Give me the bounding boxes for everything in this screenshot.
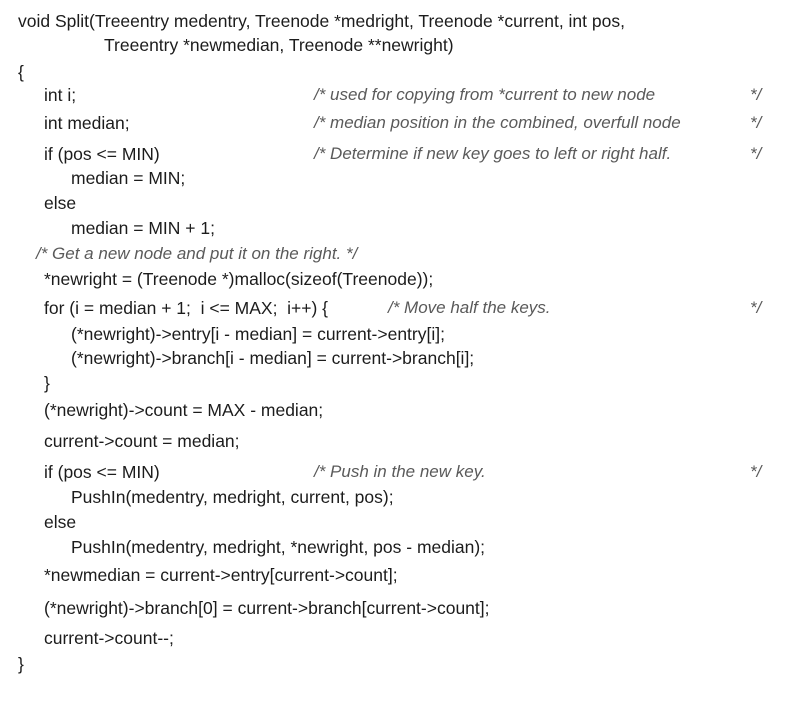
comment-decl-median: /* median position in the combined, overfull node — [314, 113, 681, 132]
decrement-statement: current->count--; — [44, 628, 174, 648]
code-line-pushin-1 — [71, 485, 394, 509]
newright-count-statement: (*newright)->count = MAX - median; — [44, 400, 324, 420]
code-line-pushin-2 — [71, 535, 486, 559]
assign-median-min-plus: median = MIN + 1; — [71, 218, 215, 238]
pushin-call-1: PushIn(medentry, medright, current, pos); — [71, 487, 394, 507]
close-brace: } — [18, 654, 24, 674]
function-signature-continued: Treeentry *newmedian, Treenode **newright) — [104, 35, 454, 55]
code-line-close-for — [44, 371, 63, 395]
for-loop-header: for (i = median + 1; i <= MAX; i++) { — [44, 298, 329, 318]
code-line-if-pos — [44, 142, 762, 166]
comment-for: /* Move half the keys. — [388, 298, 551, 317]
code-line-decl-median — [44, 111, 762, 135]
malloc-statement: *newright = (Treenode *)malloc(sizeof(Treenode)); — [44, 269, 434, 289]
comment-push: /* Push in the new key. — [314, 462, 486, 481]
branch0-statement: (*newright)->branch[0] = current->branch[current->count]; — [44, 598, 490, 618]
code-line-open-brace — [18, 60, 37, 84]
comment-end: */ — [750, 85, 762, 104]
pushin-call-2: PushIn(medentry, medright, *newright, pos - median); — [71, 537, 486, 557]
code-line-median-min-plus — [71, 216, 215, 240]
comment-end: */ — [750, 113, 762, 132]
copy-branch-statement: (*newright)->branch[i - median] = current->branch[i]; — [71, 348, 475, 368]
copy-entry-statement: (*newright)->entry[i - median] = current->entry[i]; — [71, 324, 445, 344]
newmedian-statement: *newmedian = current->entry[current->count]; — [44, 565, 398, 585]
code-line-signature-1 — [18, 9, 625, 33]
comment-decl-i: /* used for copying from *current to new node — [314, 85, 656, 104]
comment-end: */ — [750, 298, 762, 317]
current-count-statement: current->count = median; — [44, 431, 240, 451]
code-line-copy-entry — [71, 322, 445, 346]
code-line-malloc — [44, 267, 434, 291]
code-line-branch0 — [44, 596, 490, 620]
code-line-newmedian — [44, 563, 398, 587]
code-line-for — [44, 296, 762, 320]
code-line-newright-count — [44, 398, 324, 422]
code-line-decl-i — [44, 83, 762, 107]
code-line-decrement — [44, 626, 174, 650]
comment-get-node: /* Get a new node and put it on the right. */ — [36, 244, 358, 263]
else-keyword-2: else — [44, 512, 77, 532]
comment-end: */ — [750, 144, 762, 163]
function-signature: void Split(Treeentry medentry, Treenode *medright, Treenode *current, int pos, — [18, 11, 625, 31]
declaration-median: int median; — [44, 113, 130, 133]
code-line-else-2 — [44, 510, 77, 534]
comment-end: */ — [750, 462, 762, 481]
assign-median-min: median = MIN; — [71, 168, 186, 188]
code-line-close-brace — [18, 652, 37, 676]
code-line-else-1 — [44, 191, 77, 215]
if-statement: if (pos <= MIN) — [44, 144, 160, 164]
code-line-signature-2 — [104, 33, 454, 57]
if-statement-2: if (pos <= MIN) — [44, 462, 160, 482]
comment-if-pos: /* Determine if new key goes to left or right half. — [314, 144, 672, 163]
code-line-get-node-comment — [36, 242, 358, 266]
code-line-median-min — [71, 166, 186, 190]
code-line-if-pos-2 — [44, 460, 762, 484]
code-line-current-count — [44, 429, 240, 453]
close-for-brace: } — [44, 373, 50, 393]
declaration-i: int i; — [44, 85, 77, 105]
code-line-copy-branch — [71, 346, 475, 370]
open-brace: { — [18, 62, 24, 82]
else-keyword: else — [44, 193, 77, 213]
